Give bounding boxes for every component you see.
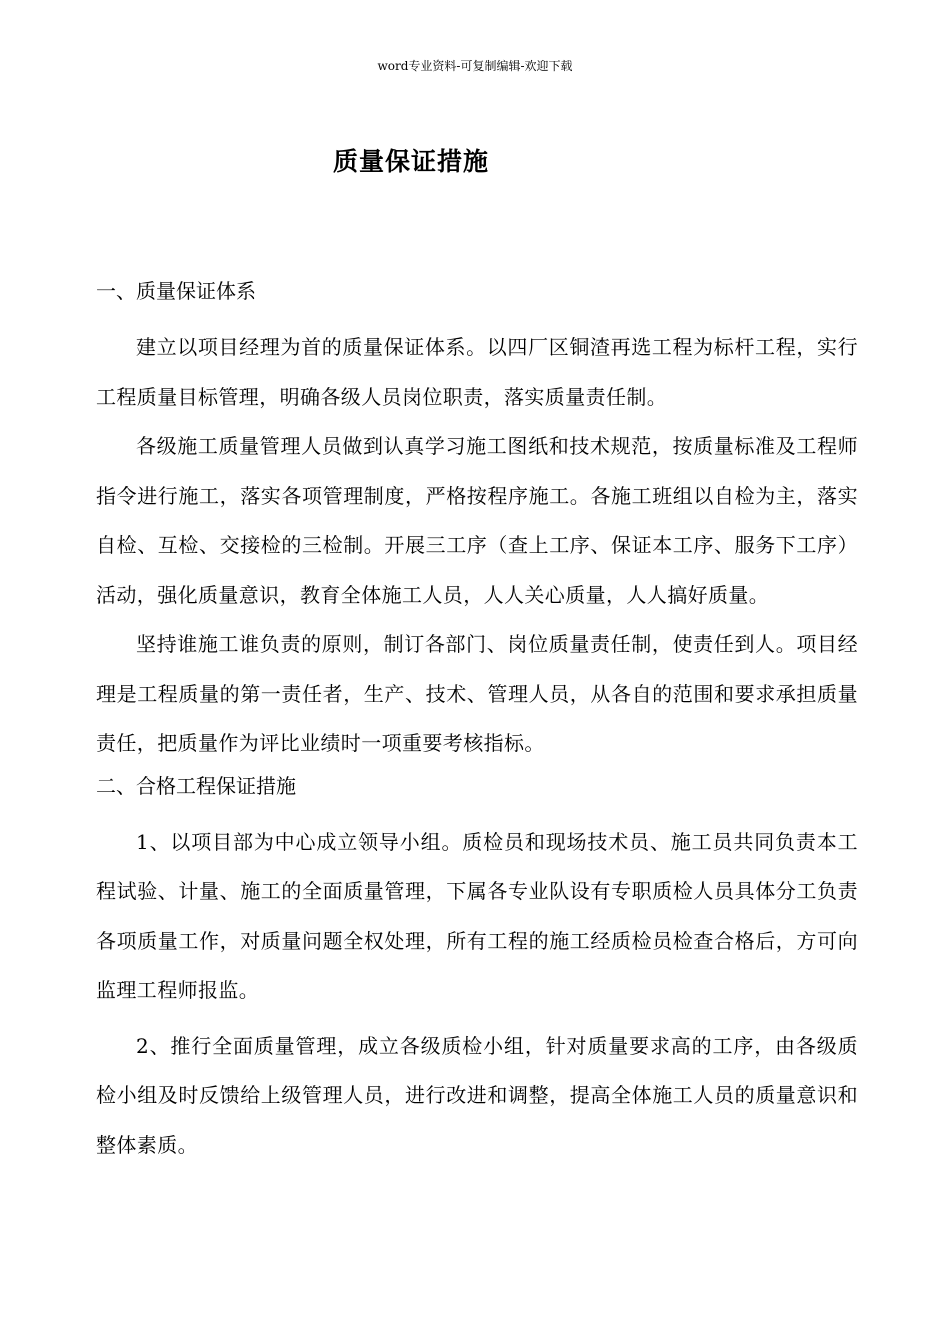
paragraph: 1、以项目部为中心成立领导小组。质检员和现场技术员、施工员共同负责本工程试验、计量、施工的全面质量管理，下属各专业队设有专职质检人员具体分工负责各项质量工作，对质量问题全权处理，所有工程的施工经质检员检查合格后，方可向监理工程师报监。: [96, 829, 858, 1002]
paragraph: 坚持谁施工谁负责的原则，制订各部门、岗位质量责任制，使责任到人。项目经理是工程质量的第一责任者，生产、技术、管理人员，从各自的范围和要求承担质量责任，把质量作为评比业绩时一项重要考核指标。: [96, 632, 858, 755]
page-header: word专业资料-可复制编辑-欢迎下载: [377, 59, 573, 73]
paragraph: 建立以项目经理为首的质量保证体系。以四厂区铜渣再选工程为标杆工程，实行工程质量目标管理，明确各级人员岗位职责，落实质量责任制。: [96, 335, 858, 409]
section-heading-2: 二、合格工程保证措施: [96, 773, 296, 798]
document-body: [96, 274, 858, 1170]
paragraph: 2、推行全面质量管理，成立各级质检小组，针对质量要求高的工序，由各级质检小组及时反馈给上级管理人员，进行改进和调整，提高全体施工人员的质量意识和整体素质。: [96, 1033, 858, 1157]
document-title: 质量保证措施: [332, 147, 489, 176]
section-heading-1: 一、质量保证体系: [96, 279, 256, 303]
paragraph: 各级施工质量管理人员做到认真学习施工图纸和技术规范，按质量标准及工程师指令进行施工，落实各项管理制度，严格按程序施工。各施工班组以自检为主，落实自检、互检、交接检的三检制。开展三工序（查上工序、保证本工序、服务下工序）活动，强化质量意识，教育全体施工人员，人人关心质量，人人搞好质量。: [96, 434, 858, 607]
